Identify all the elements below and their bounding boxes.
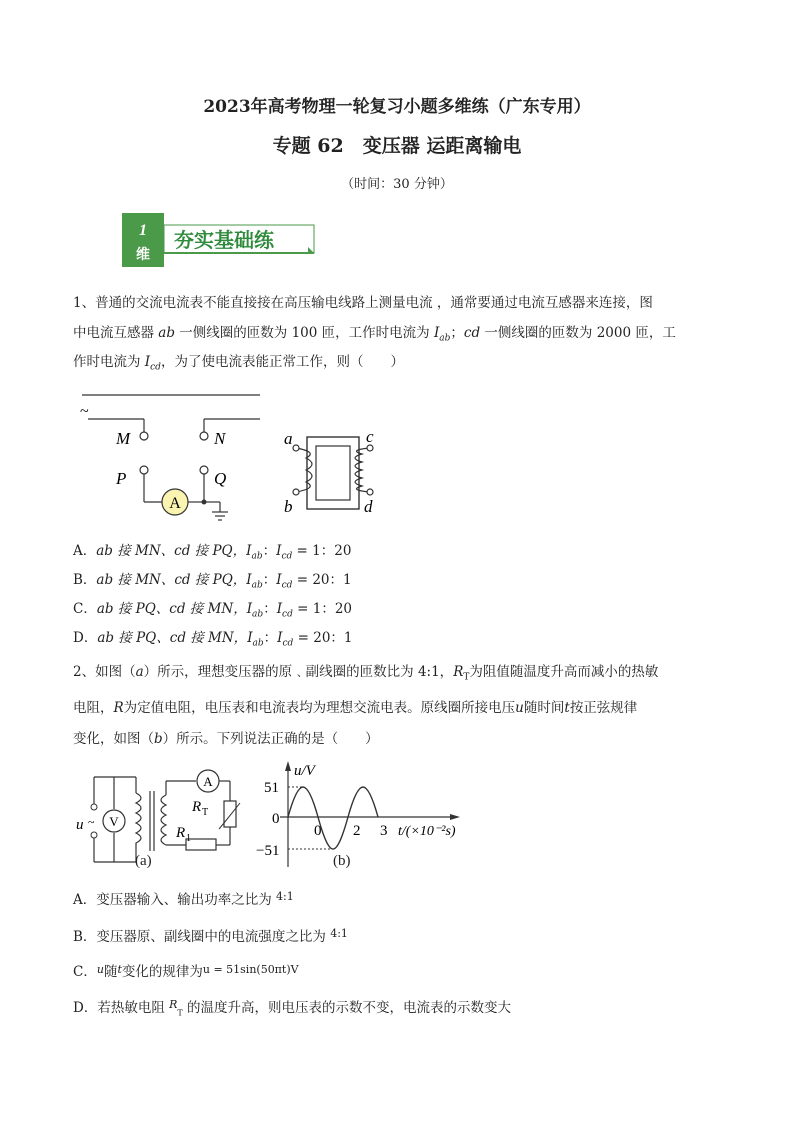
ammeter-label: A	[169, 495, 181, 512]
fig-b-ytick-bottom: −51	[256, 843, 280, 859]
q1-number: 1、	[73, 295, 96, 311]
svg-text:~: ~	[88, 815, 95, 829]
q2-option-c: C．$^u$随$^t$变化的规律为$^{u = 51sin(50\pi t)V}$	[73, 963, 299, 980]
label-d: d	[364, 497, 373, 516]
q2-figure-b	[252, 755, 482, 879]
terminal-n	[200, 432, 208, 440]
time-limit: （时间：30 分钟）	[341, 177, 453, 192]
svg-text:T: T	[202, 807, 209, 818]
q1-text-3a: 作时电流为	[73, 354, 145, 370]
q2-option-b: B．变压器原、副线圈中的电流强度之比为 $^{4:1}$	[73, 927, 348, 945]
rt-label: R	[192, 799, 202, 815]
fig-b-caption: (b)	[333, 853, 351, 869]
terminal-p	[140, 466, 148, 474]
label-c: c	[366, 427, 374, 446]
voltmeter-label: V	[109, 814, 119, 829]
q1-line2: 中电流互感器 ab 一侧线圈的匝数为 100 匝，工作时电流为 $I_{ab}$；cd 一侧线圈的匝数为 2000 匝，工	[73, 325, 676, 344]
fig-a-caption: (a)	[135, 853, 152, 869]
q2-number: 2、	[73, 664, 96, 680]
label-b: b	[284, 497, 293, 516]
q1-line3: 作时电流为 $I_{cd}$，为了使电流表能正常工作，则（ ）	[73, 354, 404, 373]
fig-b-xtick-0: 0	[314, 823, 322, 839]
q2-figure-a	[74, 767, 244, 879]
q1-line1	[73, 288, 733, 318]
fig-b-ytick-zero: 0	[272, 811, 280, 827]
q1-option-a: A．ab 接 MN、cd 接 PQ，$I_{ab}$：$I_{cd} = 1$：20	[73, 543, 352, 562]
label-m: M	[116, 429, 131, 448]
fig-a-u-label: u	[76, 817, 84, 833]
ac-symbol: ~	[80, 403, 89, 420]
sine-curve	[288, 787, 378, 849]
r1-label: R	[176, 825, 186, 841]
section-tag-text: 夯实基础练	[174, 230, 274, 252]
label-q: Q	[214, 469, 227, 488]
svg-text:1: 1	[186, 833, 191, 844]
q2-option-a: A．变压器输入、输出功率之比为 $^{4:1}$	[73, 890, 294, 908]
q2-option-d: D．若热敏电阻 $^R_T$ 的温度升高，则电压表的示数不变，电流表的示数变大	[73, 998, 512, 1018]
fig-b-xtick-2: 2	[353, 823, 361, 839]
q1-text-2d: 一侧线圈的匝数为 2000 匝，工	[480, 325, 676, 341]
label-p: P	[116, 469, 127, 488]
fig-b-ytick-top: 51	[264, 780, 279, 796]
label-n: N	[214, 429, 226, 448]
q1-text-3b: ，为了使电流表能正常工作，则（ ）	[160, 354, 404, 370]
q1-text-2c: ；	[450, 325, 464, 341]
q1-figure	[74, 392, 394, 528]
topic-title: 专题 62 变压器 运距离输电	[272, 135, 522, 157]
thermistor-icon	[224, 801, 236, 827]
section-tag	[122, 213, 322, 275]
document-title: 2023年高考物理一轮复习小题多维练（广东专用）	[203, 97, 591, 117]
q1-option-c: C．ab 接 PQ、cd 接 MN，$I_{ab}$：$I_{cd} = 1$：20	[73, 601, 353, 620]
q1-text-1: 普通的交流电流表不能直接接在高压输电线路上测量电流 ，通常要通过电流互感器来连接，图	[95, 295, 653, 311]
q1-option-d: D．ab 接 PQ、cd 接 MN，$I_{ab}$：$I_{cd} = 20$：1	[73, 630, 353, 649]
q2-line3: 变化，如图（b）所示。下列说法正确的是（ ）	[73, 731, 379, 747]
q2-line1: 2、如图（a）所示，理想变压器的原﹑副线圈的匝数比为 4:1，$R_T$为阻值随温度升高而减小的热敏	[73, 664, 659, 683]
section-tag-unit: 维	[136, 248, 150, 263]
ammeter-label: A	[203, 774, 213, 789]
q1-option-b: B．ab 接 MN、cd 接 PQ，$I_{ab}$：$I_{cd} = 20$：1	[73, 572, 352, 591]
terminal-m	[140, 432, 148, 440]
terminal-q	[200, 466, 208, 474]
label-a: a	[284, 429, 293, 448]
q1-text-2b: 一侧线圈的匝数为 100 匝，工作时电流为	[175, 325, 434, 341]
fig-b-xlabel: t/(×10⁻²s)	[398, 824, 456, 839]
transformer-icon	[296, 437, 370, 509]
q2-line2: 电阻，R为定值电阻，电压表和电流表均为理想交流电表。原线圈所接电压u随时间t按正弦规律	[73, 700, 638, 716]
section-tag-number: 1	[139, 222, 147, 239]
fig-b-ylabel: u/V	[294, 763, 315, 779]
q1-text-2a: 中电流互感器	[73, 325, 159, 341]
fig-b-xtick-3: 3	[380, 823, 388, 839]
